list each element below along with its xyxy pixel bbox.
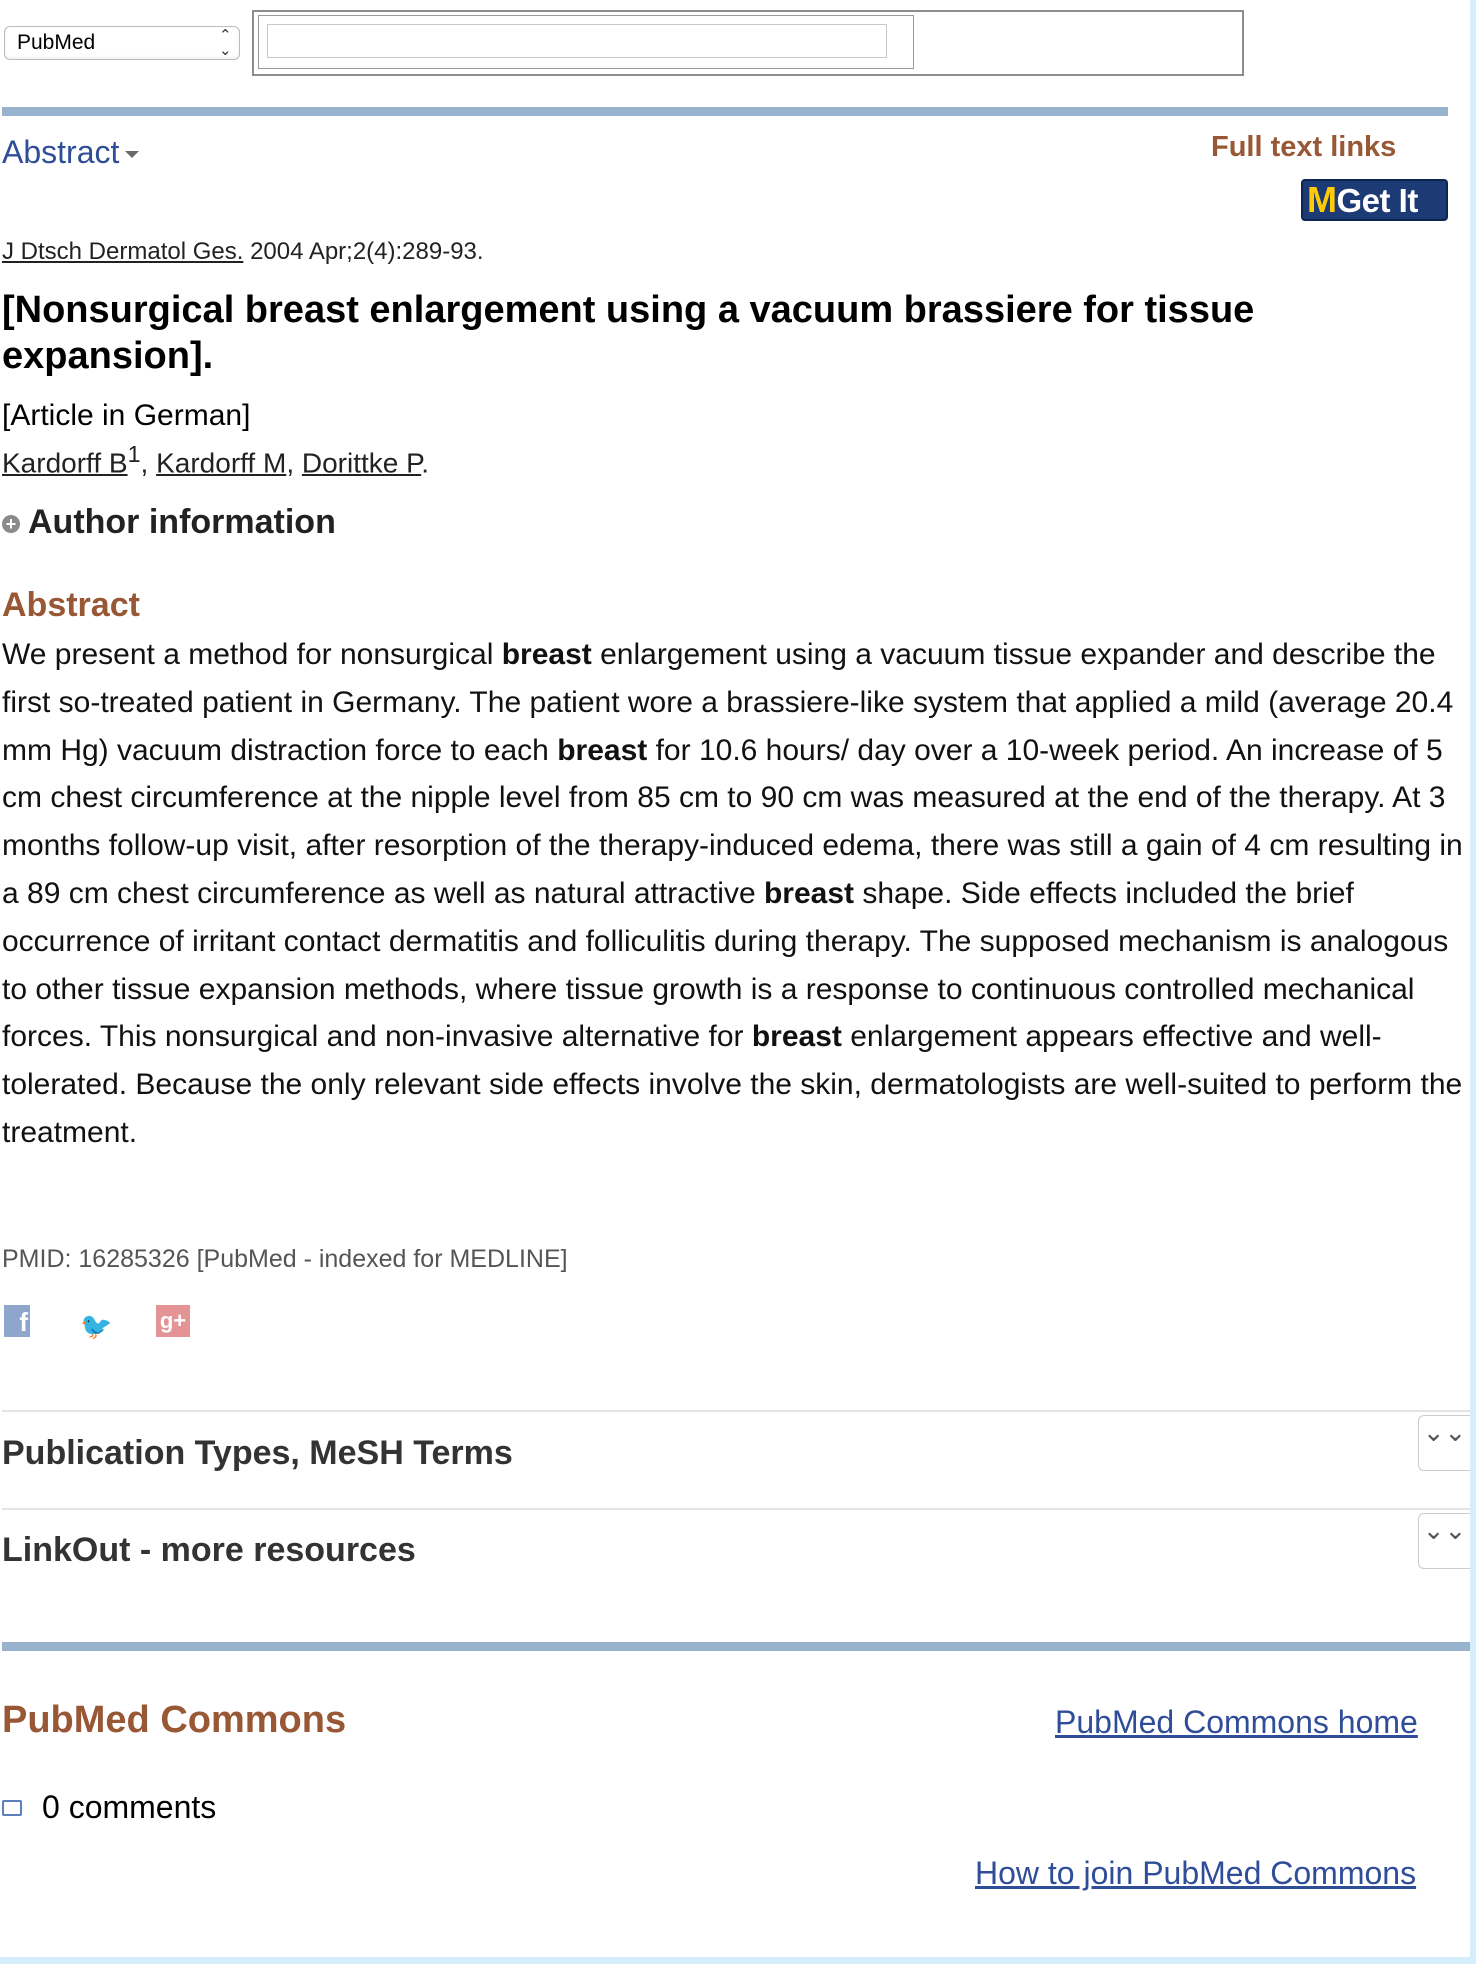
section-publication-types[interactable]: Publication Types, MeSH Terms xyxy=(2,1434,513,1472)
header-divider xyxy=(2,107,1448,116)
expand-publication-types-button[interactable]: ⌄⌄ xyxy=(1418,1415,1470,1471)
affiliation-marker: 1 xyxy=(127,441,141,467)
abstract-segment: for 10.6 hours/ day over a 10-week period. An increase of 5 cm chest circumference at the nipple level from 85 cm to 90 cm was measured at the end of the therapy. At 3 months follow-up visit, after resorption of the therapy-induced edema, there was still a gain of 4 cm resulting in a 89 cm chest circumference as well as natural attractive xyxy=(2,733,1463,910)
comments-label: 0 comments xyxy=(42,1789,217,1825)
abstract-segment: We present a method for nonsurgical xyxy=(2,638,502,671)
search-container xyxy=(252,10,1244,76)
search-input[interactable] xyxy=(267,24,887,58)
expand-plus-icon: + xyxy=(2,515,20,533)
journal-link[interactable]: J Dtsch Dermatol Ges. xyxy=(2,238,244,265)
select-arrows-icon: ⌃ ⌄ xyxy=(219,27,232,59)
abstract-highlight: breast xyxy=(751,1020,842,1054)
author-link[interactable]: Kardorff B xyxy=(2,447,128,479)
abstract-highlight: breast xyxy=(557,733,648,767)
author-information-label: Author information xyxy=(28,503,336,541)
abstract-segment: shape. Side effects included the brief occurrence of irritant contact dermatitis and folliculitis during therapy. The supposed mechanism is analogous to other tissue expansion methods, where tissue growth is a response to continuous controlled mechanical forces. This nonsurgical and non-invasive alternative for xyxy=(2,876,1449,1054)
database-select-value: PubMed xyxy=(17,31,96,54)
pubmed-commons-heading: PubMed Commons xyxy=(2,1699,347,1741)
search-frame xyxy=(258,15,914,69)
full-text-links-heading: Full text links xyxy=(1211,131,1397,163)
author-separator: , xyxy=(140,447,157,479)
comments-count[interactable] xyxy=(2,1789,216,1826)
abstract-highlight: breast xyxy=(763,876,855,910)
section-divider xyxy=(2,1410,1470,1412)
language-note: [Article in German] xyxy=(2,399,251,432)
expand-linkout-button[interactable]: ⌄⌄ xyxy=(1418,1513,1470,1569)
abstract-segment: enlargement appears effective and well-tolerated. Because the only relevant side effects involve the skin, dermatologists are well-suited to perform the treatment. xyxy=(2,1020,1463,1149)
format-dropdown[interactable] xyxy=(2,134,139,171)
author-separator: , xyxy=(286,447,302,479)
getit-button[interactable] xyxy=(1301,179,1448,221)
citation-details: 2004 Apr;2(4):289-93. xyxy=(250,238,484,265)
author-link[interactable]: Kardorff M xyxy=(156,447,287,479)
caret-down-icon xyxy=(125,151,139,158)
section-linkout[interactable]: LinkOut - more resources xyxy=(2,1531,416,1569)
abstract-text xyxy=(2,631,1474,1157)
getit-label: Get It xyxy=(1336,182,1418,219)
google-plus-icon[interactable]: g+ xyxy=(156,1305,190,1337)
citation xyxy=(2,238,484,266)
commons-divider xyxy=(2,1642,1470,1651)
database-select[interactable] xyxy=(4,26,240,60)
format-label: Abstract xyxy=(2,134,120,170)
abstract-segment: enlargement using a vacuum tissue expander and describe the first so-treated patient in Germany. The patient wore a brassiere-like system that applied a mild (average 20.4 mm Hg) vacuum distraction force to each xyxy=(2,638,1454,767)
author-link[interactable]: Dorittke P xyxy=(301,447,422,479)
how-to-join-link[interactable]: How to join PubMed Commons xyxy=(975,1855,1417,1891)
pubmed-commons-home-link[interactable]: PubMed Commons home xyxy=(1055,1704,1418,1740)
abstract-highlight: breast xyxy=(501,638,592,671)
section-divider xyxy=(2,1508,1470,1510)
pmid-line: PMID: 16285326 [PubMed - indexed for MEDLINE] xyxy=(2,1245,568,1273)
twitter-icon[interactable]: 🐦 xyxy=(80,1311,113,1341)
article-title: [Nonsurgical breast enlargement using a vacuum brassiere for tissue expansion]. xyxy=(2,289,1255,377)
m-logo: M xyxy=(1307,179,1337,220)
author-list xyxy=(2,441,429,479)
author-information-toggle[interactable] xyxy=(2,503,336,542)
comment-icon xyxy=(2,1800,22,1816)
facebook-icon[interactable]: f xyxy=(4,1305,30,1337)
author-list-end: . xyxy=(421,447,429,479)
abstract-heading: Abstract xyxy=(2,586,140,624)
